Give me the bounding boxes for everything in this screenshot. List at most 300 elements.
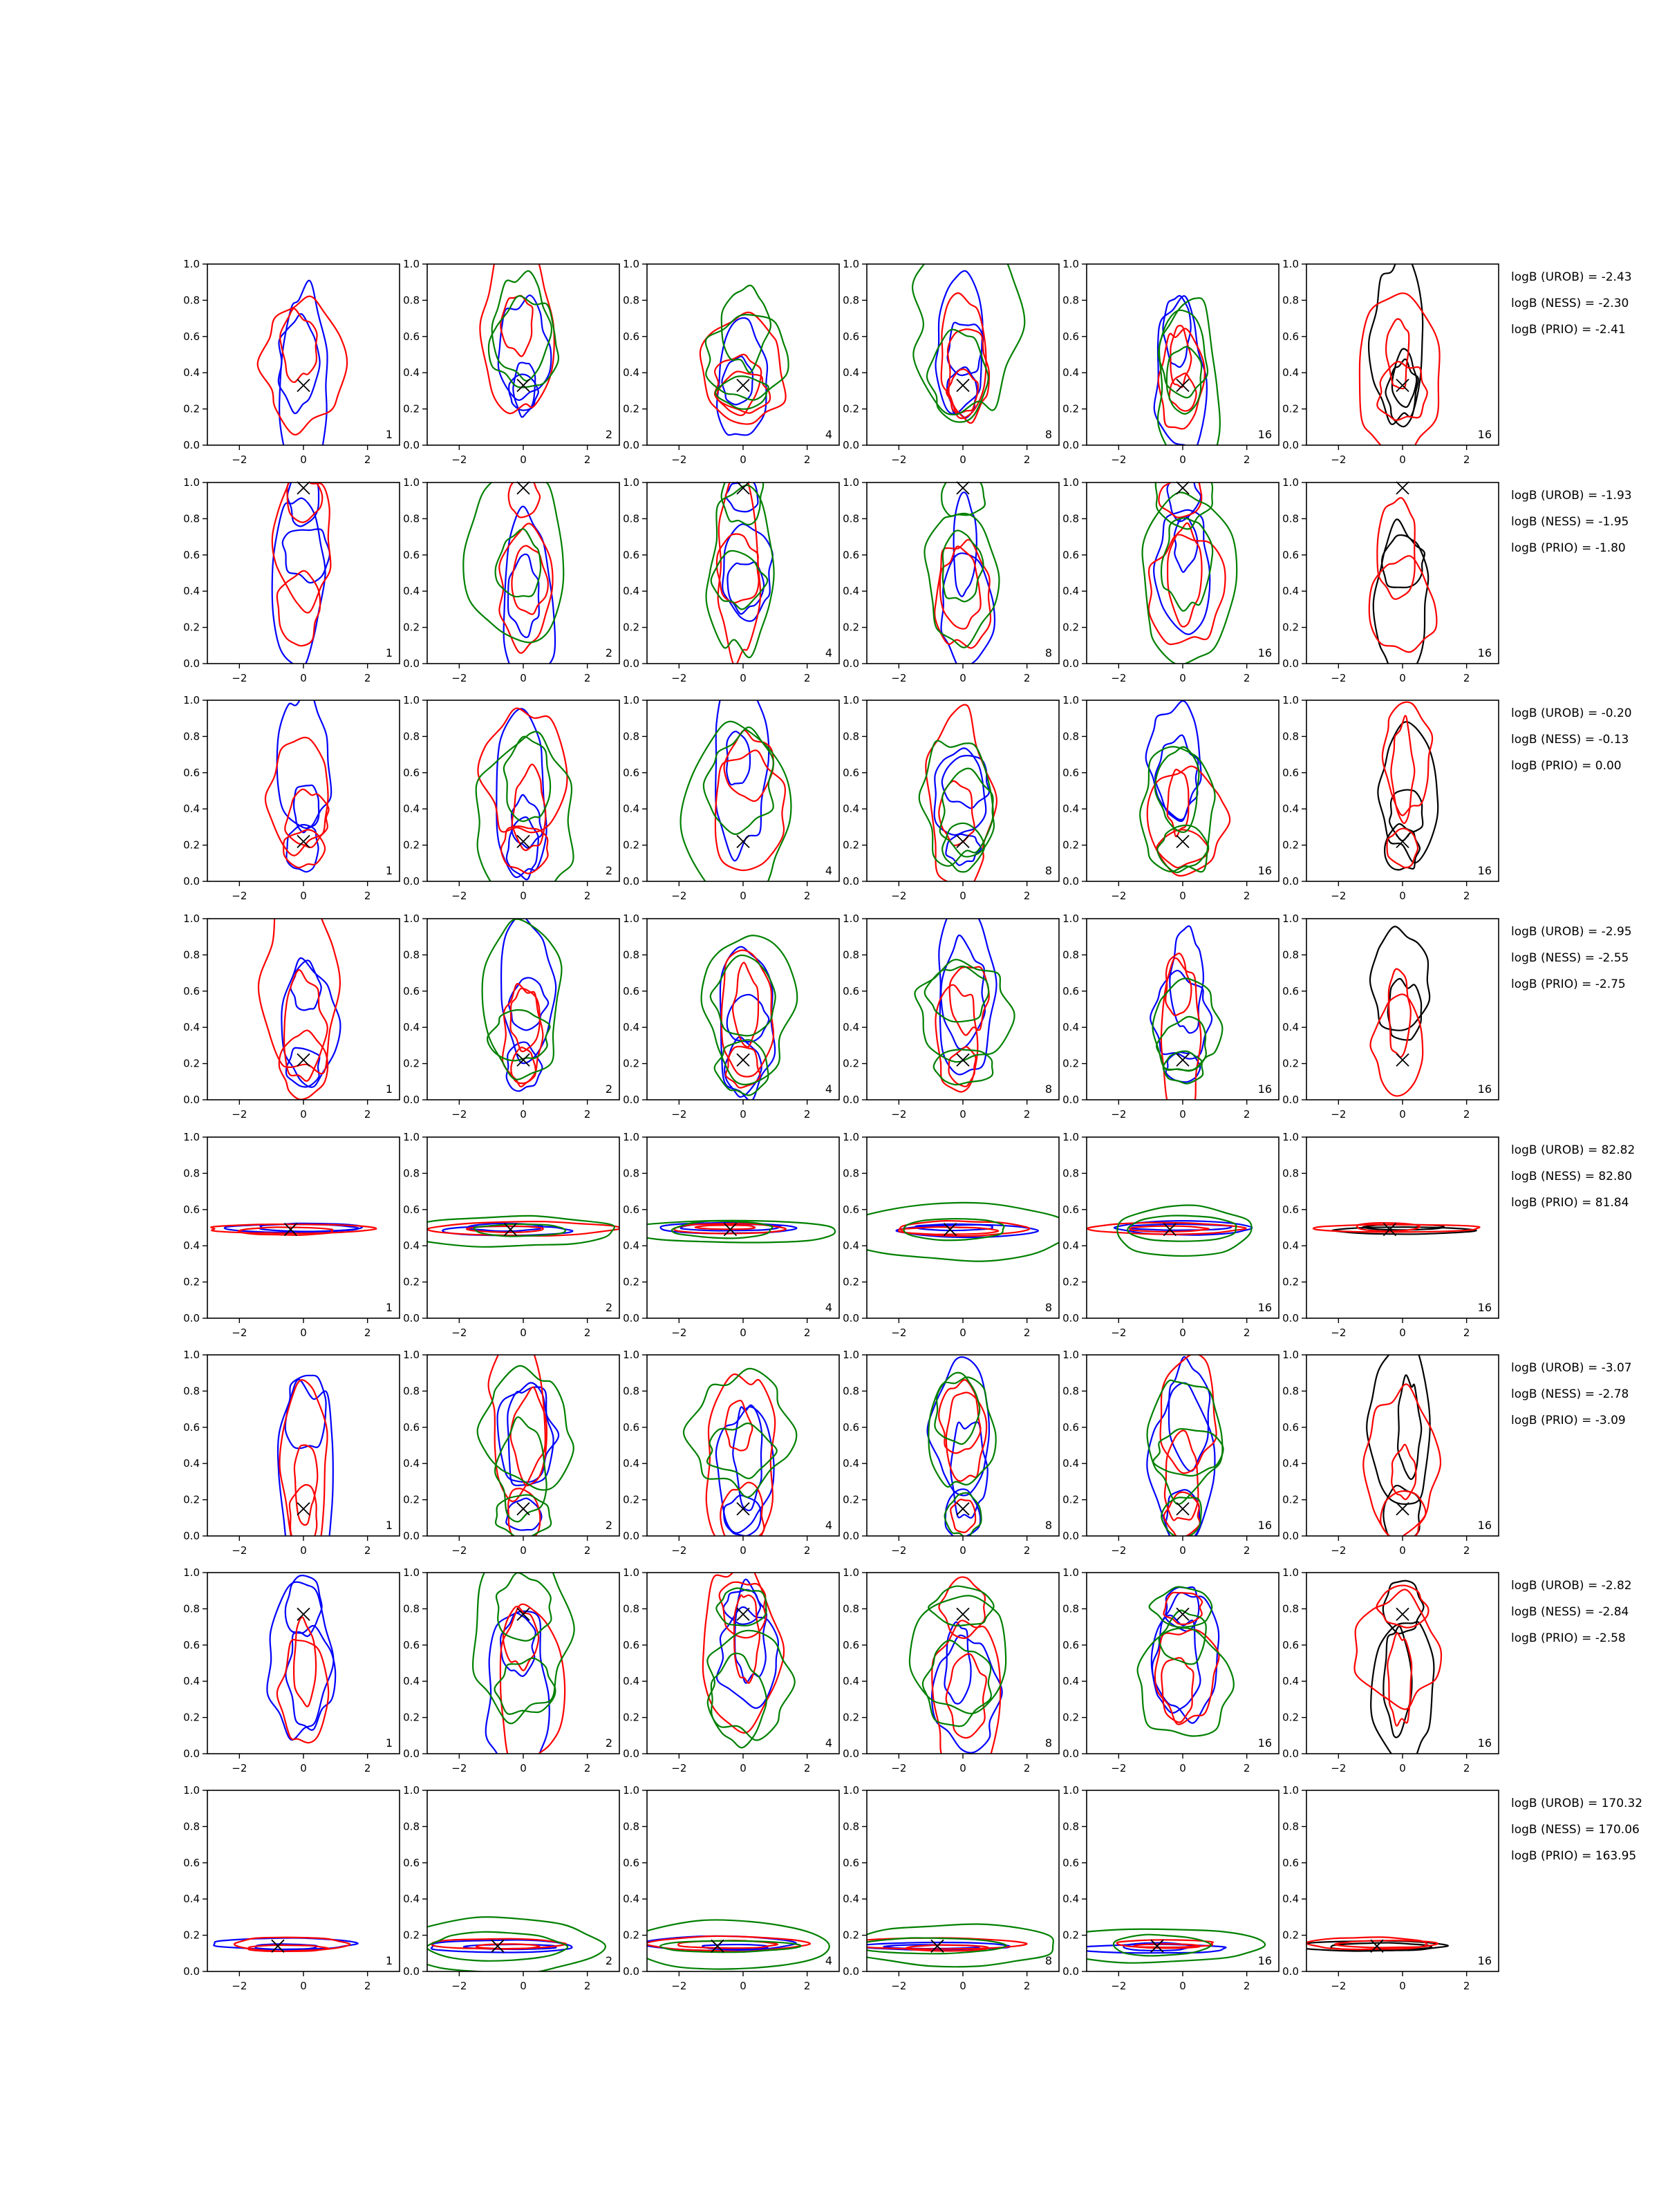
y-tick-label: 0.2 bbox=[183, 621, 200, 634]
panel-count-label: 16 bbox=[1477, 1519, 1492, 1532]
y-tick-label: 0.2 bbox=[623, 621, 639, 634]
y-tick-label: 1.0 bbox=[183, 476, 200, 489]
panel-count-label: 16 bbox=[1477, 1082, 1492, 1096]
red-contour bbox=[258, 297, 347, 435]
logB-annotation: logB (NESS) = -2.78 bbox=[1511, 1387, 1629, 1401]
y-tick-label: 0.0 bbox=[623, 875, 639, 888]
contour-group bbox=[702, 935, 798, 1100]
x-tick-label: 2 bbox=[583, 453, 591, 466]
blue-contour bbox=[513, 363, 535, 418]
y-tick-label: 0.6 bbox=[183, 1421, 200, 1434]
x-tick-label: 2 bbox=[583, 1762, 591, 1774]
y-tick-label: 0.6 bbox=[623, 548, 639, 561]
x-tick-label: −2 bbox=[671, 1327, 687, 1339]
y-tick-label: 0.4 bbox=[1282, 1021, 1299, 1034]
x-tick-label: 2 bbox=[1243, 1108, 1250, 1121]
black-contour bbox=[1382, 535, 1425, 588]
y-tick-label: 0.8 bbox=[183, 512, 200, 525]
panel-count-label: 2 bbox=[605, 864, 612, 877]
y-tick-label: 0.0 bbox=[183, 439, 200, 451]
green-contour bbox=[912, 218, 1024, 415]
y-tick-label: 0.0 bbox=[1282, 1747, 1299, 1760]
blue-contour bbox=[733, 1405, 762, 1510]
y-tick-label: 0.0 bbox=[843, 1530, 859, 1542]
x-tick-label: 0 bbox=[1399, 453, 1406, 466]
y-tick-label: 0.8 bbox=[623, 730, 639, 743]
panel-r4-c3 bbox=[623, 912, 839, 1121]
logB-annotation: logB (PRIO) = 81.84 bbox=[1511, 1196, 1629, 1210]
panel-count-label: 16 bbox=[1257, 1736, 1272, 1750]
panel-r3-c6 bbox=[1282, 694, 1499, 902]
truth-marker bbox=[737, 379, 749, 392]
panel-count-label: 16 bbox=[1257, 864, 1272, 877]
y-tick-label: 0.8 bbox=[403, 730, 420, 743]
y-tick-label: 0.0 bbox=[183, 1747, 200, 1760]
y-tick-label: 0.4 bbox=[1062, 585, 1079, 598]
x-tick-label: −2 bbox=[671, 672, 687, 684]
panel-count-label: 2 bbox=[605, 428, 612, 441]
y-tick-label: 0.2 bbox=[183, 838, 200, 852]
y-tick-label: 0.8 bbox=[623, 1602, 639, 1615]
y-tick-label: 0.4 bbox=[403, 585, 420, 598]
panel-count-label: 8 bbox=[1044, 646, 1052, 659]
x-tick-label: 2 bbox=[1463, 1762, 1470, 1774]
contour-group bbox=[1294, 1937, 1447, 1951]
y-tick-label: 0.6 bbox=[1062, 1203, 1079, 1216]
x-tick-label: 0 bbox=[520, 1108, 527, 1121]
y-tick-label: 1.0 bbox=[403, 476, 420, 489]
y-tick-label: 0.8 bbox=[403, 1820, 420, 1833]
x-tick-label: −2 bbox=[891, 1108, 907, 1121]
x-tick-label: −2 bbox=[232, 1327, 247, 1339]
contour-group bbox=[845, 1203, 1076, 1262]
panel-r4-c2 bbox=[403, 912, 619, 1121]
x-tick-label: 2 bbox=[803, 1762, 811, 1774]
x-tick-label: −2 bbox=[1331, 672, 1347, 684]
axes-frame bbox=[867, 919, 1059, 1100]
contour-group bbox=[618, 1221, 835, 1243]
x-tick-label: −2 bbox=[671, 453, 687, 466]
y-tick-label: 0.2 bbox=[1282, 402, 1299, 415]
x-tick-label: 0 bbox=[1399, 1762, 1406, 1774]
panel-count-label: 16 bbox=[1477, 1954, 1492, 1967]
panel-count-label: 16 bbox=[1257, 1519, 1272, 1532]
x-tick-label: 0 bbox=[959, 1108, 966, 1121]
x-tick-label: 0 bbox=[959, 672, 966, 684]
logB-annotation: logB (PRIO) = -3.09 bbox=[1511, 1414, 1626, 1427]
y-tick-label: 0.6 bbox=[843, 766, 859, 779]
y-tick-label: 0.6 bbox=[183, 1203, 200, 1216]
y-tick-label: 0.8 bbox=[183, 1602, 200, 1615]
x-tick-label: 0 bbox=[520, 1980, 527, 1992]
y-tick-label: 0.4 bbox=[1282, 1239, 1299, 1253]
y-tick-label: 0.8 bbox=[1282, 1602, 1299, 1615]
x-tick-label: 2 bbox=[583, 890, 591, 902]
y-tick-label: 0.2 bbox=[843, 621, 859, 634]
y-tick-label: 0.8 bbox=[1282, 1385, 1299, 1398]
y-tick-label: 1.0 bbox=[183, 1566, 200, 1579]
y-tick-label: 0.2 bbox=[183, 1929, 200, 1942]
y-tick-label: 0.8 bbox=[1282, 294, 1299, 307]
x-tick-label: −2 bbox=[1111, 1762, 1127, 1774]
contour-group bbox=[1354, 1581, 1441, 1767]
x-tick-label: 0 bbox=[1179, 453, 1186, 466]
y-tick-label: 1.0 bbox=[843, 258, 859, 270]
red-contour bbox=[1161, 1658, 1193, 1722]
y-tick-label: 0.8 bbox=[1282, 1820, 1299, 1833]
red-contour bbox=[512, 765, 545, 850]
contour-group bbox=[267, 1575, 335, 1743]
x-tick-label: 2 bbox=[583, 1544, 591, 1557]
y-tick-label: 1.0 bbox=[1062, 258, 1079, 270]
panel-count-label: 4 bbox=[825, 1301, 832, 1314]
y-tick-label: 1.0 bbox=[623, 258, 639, 270]
x-tick-label: 0 bbox=[1179, 1327, 1186, 1339]
red-contour bbox=[695, 1225, 756, 1229]
y-tick-label: 0.8 bbox=[1062, 294, 1079, 307]
y-tick-label: 0.8 bbox=[403, 1167, 420, 1180]
x-tick-label: −2 bbox=[1331, 1762, 1347, 1774]
x-tick-label: 2 bbox=[1023, 1762, 1031, 1774]
truth-marker bbox=[737, 1608, 749, 1620]
y-tick-label: 0.6 bbox=[623, 330, 639, 343]
y-tick-label: 0.6 bbox=[403, 1638, 420, 1651]
green-contour bbox=[1138, 1628, 1234, 1736]
y-tick-label: 1.0 bbox=[843, 476, 859, 489]
y-tick-label: 0.2 bbox=[183, 1711, 200, 1724]
truth-marker bbox=[957, 1608, 969, 1620]
green-contour bbox=[463, 471, 563, 643]
x-tick-label: 0 bbox=[520, 1544, 527, 1557]
x-tick-label: −2 bbox=[1331, 1327, 1347, 1339]
x-tick-label: 2 bbox=[583, 1108, 591, 1121]
panel-count-label: 2 bbox=[605, 1519, 612, 1532]
y-tick-label: 0.2 bbox=[403, 1929, 420, 1942]
blue-contour bbox=[1146, 701, 1201, 820]
panel-count-label: 2 bbox=[605, 646, 612, 659]
y-tick-label: 1.0 bbox=[403, 912, 420, 925]
x-tick-label: 2 bbox=[364, 1108, 371, 1121]
y-tick-label: 1.0 bbox=[843, 912, 859, 925]
blue-contour bbox=[944, 1622, 971, 1704]
x-tick-label: 2 bbox=[364, 890, 371, 902]
y-tick-label: 0.8 bbox=[403, 1385, 420, 1398]
logB-annotation: logB (NESS) = 82.80 bbox=[1511, 1170, 1633, 1183]
y-tick-label: 0.6 bbox=[623, 1203, 639, 1216]
panel-count-label: 2 bbox=[605, 1954, 612, 1967]
y-tick-label: 1.0 bbox=[843, 1566, 859, 1579]
green-contour bbox=[707, 1631, 794, 1741]
y-tick-label: 0.0 bbox=[1062, 1094, 1079, 1106]
panel-r3-c4 bbox=[843, 694, 1059, 902]
logB-annotation: logB (PRIO) = -2.75 bbox=[1511, 977, 1626, 991]
y-tick-label: 0.4 bbox=[623, 803, 639, 816]
x-tick-label: 2 bbox=[803, 453, 811, 466]
y-tick-label: 0.8 bbox=[1062, 512, 1079, 525]
panel-count-label: 4 bbox=[825, 864, 832, 877]
y-tick-label: 1.0 bbox=[1062, 1131, 1079, 1143]
y-tick-label: 0.0 bbox=[843, 1312, 859, 1324]
red-contour bbox=[489, 1324, 545, 1501]
x-tick-label: −2 bbox=[451, 1762, 467, 1774]
panel-count-label: 16 bbox=[1477, 1301, 1492, 1314]
panel-r8-c2 bbox=[403, 1784, 619, 1992]
axes-frame bbox=[647, 1573, 839, 1754]
x-tick-label: 2 bbox=[1463, 453, 1470, 466]
red-contour bbox=[500, 296, 532, 357]
y-tick-label: 0.0 bbox=[1282, 657, 1299, 670]
panel-count-label: 8 bbox=[1044, 428, 1052, 441]
y-tick-label: 0.2 bbox=[623, 1929, 639, 1942]
panel-count-label: 4 bbox=[825, 1082, 832, 1096]
blue-contour bbox=[1163, 296, 1190, 367]
y-tick-label: 0.4 bbox=[623, 1021, 639, 1034]
red-contour bbox=[1147, 767, 1230, 876]
y-tick-label: 1.0 bbox=[403, 1566, 420, 1579]
y-tick-label: 0.6 bbox=[1282, 1421, 1299, 1434]
x-tick-label: 2 bbox=[364, 1327, 371, 1339]
blue-contour bbox=[1147, 1383, 1215, 1547]
truth-marker bbox=[1396, 482, 1409, 494]
y-tick-label: 0.6 bbox=[1062, 1421, 1079, 1434]
y-tick-label: 0.2 bbox=[843, 838, 859, 852]
panel-r4-c4 bbox=[843, 907, 1059, 1121]
y-tick-label: 0.8 bbox=[1062, 1602, 1079, 1615]
y-tick-label: 0.8 bbox=[843, 512, 859, 525]
y-tick-label: 0.2 bbox=[843, 1929, 859, 1942]
panel-r4-c5 bbox=[1062, 912, 1279, 1136]
x-tick-label: 2 bbox=[583, 672, 591, 684]
y-tick-label: 0.4 bbox=[1062, 1675, 1079, 1688]
y-tick-label: 0.6 bbox=[183, 766, 200, 779]
y-tick-label: 0.4 bbox=[1282, 803, 1299, 816]
x-tick-label: 0 bbox=[520, 453, 527, 466]
x-tick-label: 0 bbox=[300, 1108, 307, 1121]
axes-frame bbox=[207, 919, 400, 1100]
panel-r1-c6 bbox=[1282, 248, 1499, 466]
truth-marker bbox=[297, 379, 310, 392]
panel-count-label: 16 bbox=[1477, 1736, 1492, 1750]
green-contour bbox=[925, 966, 988, 1022]
panel-r6-c1 bbox=[183, 1349, 400, 1567]
y-tick-label: 0.6 bbox=[1282, 548, 1299, 561]
x-tick-label: 0 bbox=[740, 453, 747, 466]
x-tick-label: −2 bbox=[1331, 890, 1347, 902]
y-tick-label: 0.4 bbox=[403, 1675, 420, 1688]
y-tick-label: 1.0 bbox=[1062, 1566, 1079, 1579]
y-tick-label: 0.8 bbox=[1282, 948, 1299, 962]
y-tick-label: 0.0 bbox=[183, 1965, 200, 1978]
panel-count-label: 1 bbox=[385, 428, 393, 441]
y-tick-label: 0.4 bbox=[623, 1457, 639, 1470]
y-tick-label: 0.0 bbox=[403, 1312, 420, 1324]
contour-group bbox=[700, 285, 789, 435]
red-contour bbox=[1389, 969, 1411, 1058]
axes-frame bbox=[427, 919, 619, 1100]
y-tick-label: 1.0 bbox=[623, 1566, 639, 1579]
contour-group bbox=[265, 687, 331, 872]
y-tick-label: 0.6 bbox=[1062, 1638, 1079, 1651]
x-tick-label: 2 bbox=[1463, 672, 1470, 684]
panel-r6-c6 bbox=[1282, 1335, 1499, 1557]
contour-group bbox=[1150, 926, 1222, 1136]
y-tick-label: 1.0 bbox=[623, 1349, 639, 1361]
x-tick-label: 2 bbox=[583, 1980, 591, 1992]
panel-r5-c3 bbox=[618, 1131, 839, 1339]
blue-contour bbox=[285, 1376, 326, 1448]
x-tick-label: 0 bbox=[740, 1980, 747, 1992]
x-tick-label: 2 bbox=[1463, 1327, 1470, 1339]
panel-count-label: 4 bbox=[825, 1736, 832, 1750]
panel-count-label: 8 bbox=[1044, 1082, 1052, 1096]
y-tick-label: 0.0 bbox=[183, 875, 200, 888]
y-tick-label: 0.4 bbox=[403, 803, 420, 816]
x-tick-label: −2 bbox=[891, 1762, 907, 1774]
y-tick-label: 0.6 bbox=[403, 548, 420, 561]
truth-marker bbox=[1177, 835, 1189, 847]
y-tick-label: 1.0 bbox=[623, 476, 639, 489]
y-tick-label: 0.0 bbox=[183, 1530, 200, 1542]
y-tick-label: 0.2 bbox=[843, 402, 859, 415]
panel-r8-c1 bbox=[183, 1784, 400, 1992]
contour-group bbox=[1140, 701, 1230, 876]
red-contour bbox=[926, 704, 997, 896]
y-tick-label: 0.6 bbox=[403, 984, 420, 997]
red-contour bbox=[272, 467, 331, 613]
contour-group bbox=[910, 1577, 1006, 1782]
panel-r1-c3 bbox=[623, 258, 839, 466]
x-tick-label: 2 bbox=[1023, 1327, 1031, 1339]
y-tick-label: 0.6 bbox=[183, 1856, 200, 1869]
panel-r2-c5 bbox=[1062, 470, 1279, 684]
y-tick-label: 0.0 bbox=[843, 1094, 859, 1106]
x-tick-label: 0 bbox=[300, 453, 307, 466]
x-tick-label: 0 bbox=[740, 1762, 747, 1774]
y-tick-label: 0.0 bbox=[623, 1094, 639, 1106]
y-tick-label: 0.2 bbox=[183, 402, 200, 415]
truth-marker bbox=[957, 379, 969, 392]
logB-annotation: logB (UROB) = -2.95 bbox=[1511, 925, 1632, 939]
x-tick-label: 2 bbox=[1023, 1108, 1031, 1121]
x-tick-label: 2 bbox=[1023, 453, 1031, 466]
panel-count-label: 1 bbox=[385, 1954, 393, 1967]
panel-count-label: 4 bbox=[825, 1954, 832, 1967]
y-tick-label: 0.8 bbox=[183, 730, 200, 743]
blue-contour bbox=[727, 995, 769, 1042]
y-tick-label: 0.4 bbox=[1282, 1457, 1299, 1470]
x-tick-label: 2 bbox=[1463, 1108, 1470, 1121]
x-tick-label: 0 bbox=[1399, 890, 1406, 902]
y-tick-label: 0.4 bbox=[183, 585, 200, 598]
green-contour bbox=[845, 1203, 1076, 1262]
y-tick-label: 1.0 bbox=[183, 694, 200, 706]
red-contour bbox=[511, 1387, 547, 1485]
green-contour bbox=[684, 1369, 796, 1497]
y-tick-label: 0.4 bbox=[1062, 1239, 1079, 1253]
green-contour bbox=[1140, 747, 1215, 872]
y-tick-label: 0.8 bbox=[843, 1167, 859, 1180]
x-tick-label: −2 bbox=[671, 1980, 687, 1992]
x-tick-label: −2 bbox=[451, 1544, 467, 1557]
y-tick-label: 0.6 bbox=[843, 1856, 859, 1869]
y-tick-label: 0.8 bbox=[403, 294, 420, 307]
y-tick-label: 1.0 bbox=[183, 912, 200, 925]
y-tick-label: 0.4 bbox=[623, 1893, 639, 1906]
y-tick-label: 0.8 bbox=[843, 1602, 859, 1615]
y-tick-label: 0.8 bbox=[623, 1820, 639, 1833]
y-tick-label: 0.6 bbox=[1062, 766, 1079, 779]
x-tick-label: −2 bbox=[1111, 1327, 1127, 1339]
y-tick-label: 0.8 bbox=[623, 1167, 639, 1180]
panel-r1-c5 bbox=[1062, 258, 1279, 485]
x-tick-label: −2 bbox=[1111, 1544, 1127, 1557]
green-contour bbox=[704, 727, 774, 834]
x-tick-label: 2 bbox=[1023, 1980, 1031, 1992]
y-tick-label: 0.2 bbox=[1282, 621, 1299, 634]
truth-marker bbox=[1177, 1503, 1189, 1515]
y-tick-label: 0.6 bbox=[843, 1638, 859, 1651]
x-tick-label: 0 bbox=[1399, 1544, 1406, 1557]
x-tick-label: −2 bbox=[1111, 1108, 1127, 1121]
x-tick-label: −2 bbox=[232, 1108, 247, 1121]
panel-count-label: 8 bbox=[1044, 1954, 1052, 1967]
y-tick-label: 0.0 bbox=[623, 657, 639, 670]
red-contour bbox=[277, 571, 320, 646]
panel-count-label: 16 bbox=[1257, 1082, 1272, 1096]
y-tick-label: 0.6 bbox=[623, 984, 639, 997]
logB-annotation: logB (NESS) = -2.30 bbox=[1511, 297, 1629, 310]
y-tick-label: 1.0 bbox=[843, 1131, 859, 1143]
axes-frame bbox=[1087, 1573, 1279, 1754]
y-tick-label: 0.0 bbox=[843, 1965, 859, 1978]
y-tick-label: 1.0 bbox=[1282, 476, 1299, 489]
truth-marker bbox=[957, 835, 969, 847]
truth-marker bbox=[297, 482, 310, 494]
contour-group bbox=[1143, 470, 1237, 664]
y-tick-label: 0.6 bbox=[403, 1203, 420, 1216]
y-tick-label: 1.0 bbox=[1282, 258, 1299, 270]
y-tick-label: 0.6 bbox=[1282, 984, 1299, 997]
x-tick-label: −2 bbox=[891, 890, 907, 902]
red-contour bbox=[1387, 1633, 1412, 1726]
blue-contour bbox=[496, 709, 546, 877]
truth-marker bbox=[1396, 1608, 1409, 1620]
y-tick-label: 0.4 bbox=[843, 1675, 859, 1688]
y-tick-label: 0.6 bbox=[843, 548, 859, 561]
x-tick-label: 2 bbox=[1023, 1544, 1031, 1557]
y-tick-label: 0.8 bbox=[1062, 948, 1079, 962]
contour-group bbox=[1369, 498, 1437, 684]
blue-contour bbox=[279, 314, 320, 413]
y-tick-label: 1.0 bbox=[183, 1349, 200, 1361]
y-tick-label: 0.2 bbox=[843, 1057, 859, 1070]
y-tick-label: 1.0 bbox=[1282, 1349, 1299, 1361]
panel-count-label: 1 bbox=[385, 864, 393, 877]
green-contour bbox=[942, 823, 984, 872]
axes-frame bbox=[1087, 264, 1279, 445]
blue-contour bbox=[512, 795, 542, 848]
x-tick-label: −2 bbox=[1331, 1980, 1347, 1992]
panel-count-label: 4 bbox=[825, 1519, 832, 1532]
x-tick-label: 0 bbox=[520, 890, 527, 902]
x-tick-label: 0 bbox=[1179, 1544, 1186, 1557]
y-tick-label: 0.8 bbox=[1062, 1820, 1079, 1833]
contour-group bbox=[278, 1376, 333, 1568]
x-tick-label: 0 bbox=[300, 890, 307, 902]
y-tick-label: 1.0 bbox=[1282, 912, 1299, 925]
y-tick-label: 0.0 bbox=[623, 1965, 639, 1978]
y-tick-label: 0.0 bbox=[1282, 1530, 1299, 1542]
